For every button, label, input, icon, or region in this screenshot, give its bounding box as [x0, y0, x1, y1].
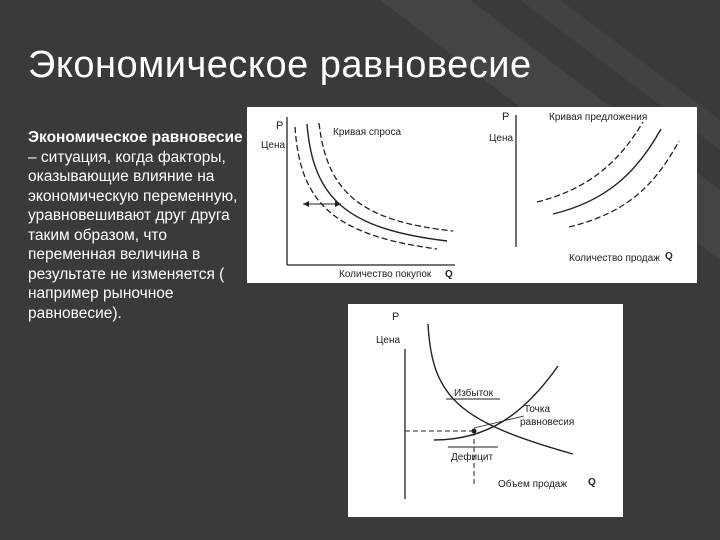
- supply-curve-right: [569, 141, 679, 227]
- equilibrium-point: [472, 429, 477, 434]
- supply-chart: [469, 107, 697, 283]
- demand-arrow-left-head: [303, 201, 309, 207]
- equilibrium-pointer: [474, 416, 524, 428]
- supply-x-label: Количество продаж: [569, 253, 660, 264]
- equilibrium-x-letter: Q: [588, 477, 596, 488]
- supply-curve-left: [537, 122, 643, 202]
- equilibrium-label-line1: Точка: [524, 404, 551, 415]
- definition-term: Экономическое равновесие: [28, 129, 243, 146]
- demand-curve-main: [307, 124, 447, 241]
- demand-x-letter: Q: [445, 269, 453, 280]
- equilibrium-x-label: Объем продаж: [498, 479, 568, 490]
- slide-title: Экономическое равновесие: [28, 44, 532, 86]
- demand-curve-left: [295, 127, 437, 249]
- supply-chart-panel: [469, 107, 697, 283]
- equilibrium-chart-panel: [348, 304, 623, 517]
- demand-curve-label: Кривая спроса: [333, 127, 402, 138]
- demand-x-label: Количество покупок: [339, 269, 432, 280]
- demand-chart-panel: [247, 107, 469, 283]
- surplus-label: Избыток: [454, 388, 493, 399]
- definition-text: [28, 128, 248, 323]
- equilibrium-y-letter: P: [392, 311, 400, 323]
- demand-chart: [247, 107, 469, 283]
- equilibrium-demand-curve: [428, 324, 573, 454]
- demand-y-letter: P: [276, 120, 284, 132]
- supply-curve-label: Кривая предложения: [549, 112, 648, 123]
- demand-y-label: Цена: [261, 140, 286, 151]
- equilibrium-label-line2: равновесия: [520, 417, 575, 428]
- equilibrium-supply-curve: [434, 366, 558, 440]
- equilibrium-y-label: Цена: [376, 335, 401, 346]
- supply-y-letter: P: [502, 111, 510, 123]
- supply-curve-main: [553, 129, 661, 214]
- demand-curve-right: [319, 123, 453, 231]
- definition-body: – ситуация, когда факторы, оказывающие влияние на экономическую переменную, уравновешивают друг друга таким образом, что переменная величина в результате не изменяется ( например рыночное равновесие).: [28, 148, 238, 322]
- supply-y-label: Цена: [489, 133, 514, 144]
- deficit-label: Дефицит: [451, 452, 494, 463]
- equilibrium-chart: [348, 304, 623, 517]
- supply-x-letter: Q: [665, 251, 673, 262]
